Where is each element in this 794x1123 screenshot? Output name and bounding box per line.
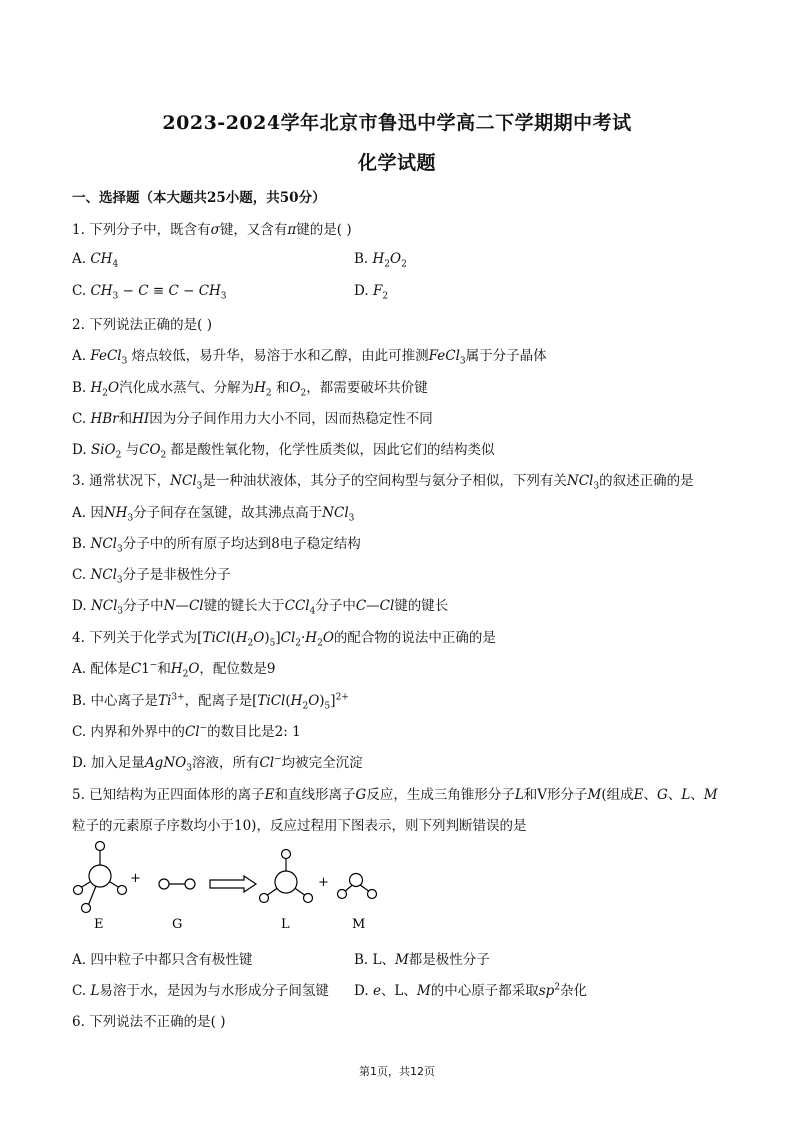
question-4-stem: 4. 下列关于化学式为$[TiCl(H_2O)_5]Cl_2\cdot H_2O$的配合物的说法中正确的是 [72, 630, 496, 649]
question-2-option-d: D. SiO$_2$ 与$CO_2$ 都是酸性氧化物，化学性质类似，因此它们的结构类似 [72, 442, 495, 461]
question-4-option-b: B. 中心离子是$Ti^{3+}$，配离子是$[TiCl(H_2O)_5]^{2+}$ [72, 692, 349, 712]
question-5-option-a: A. 四中粒子中都只含有极性键 [72, 952, 253, 968]
label-g: G [172, 917, 183, 932]
plus-sign-2: + [318, 875, 329, 890]
question-2-stem: 2. 下列说法正确的是( ) [72, 317, 212, 333]
question-4-option-d: D. 加入足量AgNO$_3$溶液，所有Cl−均被完全沉淀 [72, 754, 363, 774]
question-5-option-d: D. e、L、M的中心原子都采取$sp^2$杂化 [354, 982, 588, 999]
exam-title: 2023-2024学年北京市鲁迅中学高二下学期期中考试 [162, 112, 632, 134]
label-m: M [352, 917, 366, 932]
question-6-stem: 6. 下列说法不正确的是( ) [72, 1014, 226, 1030]
question-3-option-d: D. NCl$_3$分子中N—Cl键的键长大于CCl$_4$分子中C—Cl键的键长 [72, 598, 449, 617]
question-2-option-c: C. HBr和HI因为分子间作用力大小不同，因而热稳定性不同 [72, 411, 433, 427]
question-1-option-c: C. $CH_3 - C \equiv C - CH_3$ [72, 283, 227, 302]
exam-subtitle: 化学试题 [357, 152, 436, 174]
question-1-option-a: A. $CH_4$ [72, 251, 119, 270]
section-header: 一、选择题（本大题共25小题，共50分） [72, 190, 326, 206]
question-3-option-b: B. NCl$_3$分子中的所有原子均达到8电子稳定结构 [72, 536, 361, 555]
label-l: L [281, 917, 290, 932]
question-3-stem: 3. 通常状况下，NCl$_3$是一种油状液体，其分子的空间构型与氨分子相似，下列有关NCl$_3$的叙述正确的是 [72, 473, 694, 492]
question-3-option-c: C. NCl$_3$分子是非极性分子 [72, 567, 231, 586]
question-1-option-d: D. $F_2$ [354, 283, 389, 302]
label-e: E [94, 917, 104, 932]
question-1-stem: 1. 下列分子中，既含有σ键，又含有π键的是( ) [72, 222, 352, 238]
plus-sign-1: + [130, 871, 141, 886]
question-2-option-a: A. FeCl$_3$ 熔点较低，易升华，易溶于水和乙醇，由此可推测FeCl$_3$属于分子晶体 [72, 348, 547, 367]
question-3-option-a: A. 因$NH_3$分子间存在氢键，故其沸点高于NCl$_3$ [72, 505, 355, 524]
reaction-diagram [60, 836, 420, 936]
question-5-option-c: C. L易溶于水，是因为与水形成分子间氢键 [72, 983, 329, 999]
question-4-option-a: A. 配体是C1−和$H_2O$，配位数是9 [72, 660, 276, 680]
question-5-stem-line2: 粒子的元素原子序数均小于10)，反应过程用下图表示，则下列判断错误的是 [72, 818, 527, 834]
page-footer: 第1页，共12页 [359, 1065, 435, 1078]
question-4-option-c: C. 内界和外界中的Cl−的数目比是2: 1 [72, 723, 301, 740]
question-1-option-b: B. $H_2O_2$ [354, 251, 407, 270]
question-2-option-b: B. $H_2O$汽化成水蒸气、分解为$H_2$ 和$O_2$，都需要破坏共价键 [72, 380, 428, 399]
question-5-option-b: B. L、M都是极性分子 [354, 952, 490, 968]
question-5-stem-line1: 5. 已知结构为正四面体形的离子E和直线形离子G反应，生成三角锥形分子L和V形分子M(组成E、G、L、M [72, 787, 718, 803]
